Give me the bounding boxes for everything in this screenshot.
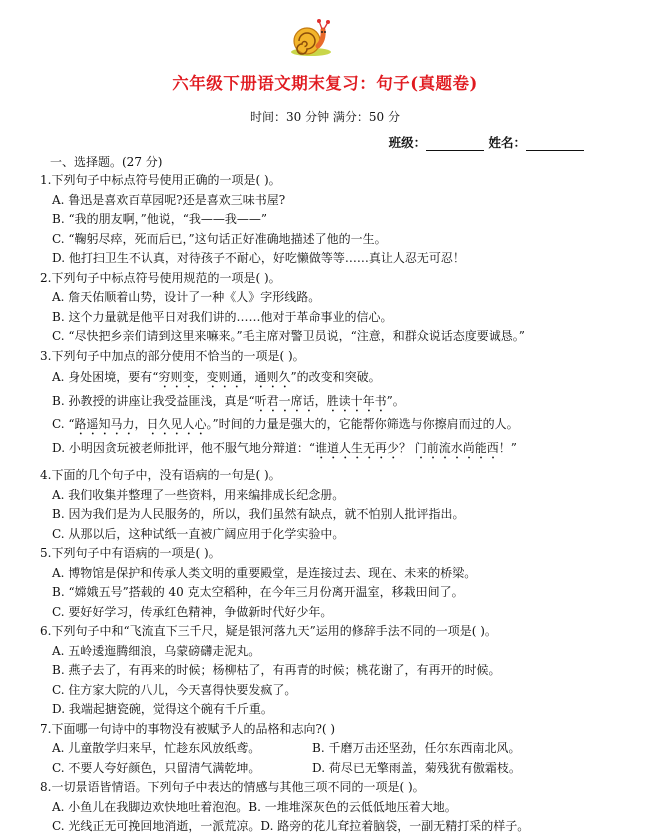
section-heading: 一、选择题。(27 分) [50, 155, 163, 169]
option-2b: B. 这个力量就是他平日对我们讲的……他对于革命事业的信心。 [52, 309, 393, 324]
option-3a: A. 身处困境，要有“穷则变，变则通，通则久”的改变和突破。 [52, 370, 381, 384]
question-3: 3.下列句子中加点的部分使用不恰当的一项是( )。 [40, 348, 305, 363]
option-3c: C. “路遥知马力，日久见人心。”时间的力量是强大的，它能帮你筛选与你擦肩而过的人。 [52, 417, 519, 431]
option-7a: A. 儿童散学归来早，忙趁东风放纸鸢。 [52, 741, 261, 755]
dotted-phrase: 听君一席话，胜读十年书 [254, 393, 387, 408]
option-1b: B. “我的朋友啊，”他说，“我——我——” [52, 212, 267, 226]
class-blank[interactable] [426, 150, 484, 151]
question-list [40, 153, 640, 837]
question-5: 5.下列句子中有语病的一项是( )。 [40, 546, 221, 560]
option-3d: D. 小明因贪玩被老师批评，他不服气地分辩道：“谁道人生无再少？ 门前流水尚能西！” [52, 440, 517, 455]
question-7: 7.下面哪一句诗中的事物没有被赋予人的品格和志向?( ) [40, 721, 336, 736]
name-label: 姓名： [488, 135, 526, 150]
option-4b: B. 因为我们是为人民服务的，所以，我们虽然有缺点，就不怕别人批评指出。 [52, 507, 465, 521]
dotted-phrase: 穷则变，变则通，通则久 [158, 370, 291, 384]
class-label: 班级： [388, 135, 427, 150]
option-7b: B. 千磨万击还坚劲，任尔东西南北风。 [312, 741, 521, 755]
options-7ab [40, 739, 640, 759]
option-1d: D. 他打扫卫生不认真，对待孩子不耐心，好吃懒做等等……真让人忍无可忍！ [52, 251, 465, 265]
option-5b: B. “嫦娥五号”搭载的 40 克太空稻种，在今年三月份离开温室，移栽田间了。 [52, 585, 464, 599]
option-4a: A. 我们收集并整理了一些资料，用来编排成长纪念册。 [52, 487, 345, 502]
dotted-phrase: 路遥知马力，日久见人心 [74, 417, 207, 431]
option-7d: D. 荷尽已无擎雨盖，菊残犹有傲霜枝。 [312, 760, 521, 775]
question-1: 1.下列句子中标点符号使用正确的一项是( )。 [40, 173, 281, 187]
option-4c: C. 从那以后，这种试纸一直被广阔应用于化学实验中。 [52, 526, 345, 541]
option-5a: A. 博物馆是保护和传承人类文明的重要殿堂，是连接过去、现在、未来的桥梁。 [52, 565, 477, 580]
option-7c: C. 不要人夸好颜色，只留清气满乾坤。 [52, 760, 261, 775]
question-2: 2.下列句子中标点符号使用规范的一项是( )。 [40, 270, 281, 285]
option-5c: C. 要好好学习，传承红色精神，争做新时代好少年。 [52, 604, 333, 619]
page-title: 六年级下册语文期末复习：句子(真题卷) [172, 74, 478, 93]
option-2a: A. 詹天佑顺着山势，设计了一种《人》字形线路。 [52, 290, 321, 304]
question-4: 4.下面的几个句子中，没有语病的一句是( )。 [40, 468, 281, 482]
option-1c: C. “鞠躬尽瘁，死而后已，”这句话正好准确地描述了他的一生。 [52, 231, 387, 246]
class-name-line [389, 133, 584, 151]
exam-meta: 时间：30 分钟 满分：50 分 [250, 110, 400, 124]
question-8: 8.一切景语皆情语。下列句子中表达的情感与其他三项不同的一项是( )。 [40, 780, 425, 794]
option-6c: C. 住方家大院的八儿，今天喜得快要发疯了。 [52, 682, 297, 697]
option-6a: A. 五岭逶迤腾细浪，乌蒙磅礴走泥丸。 [52, 643, 261, 658]
option-6b: B. 燕子去了，有再来的时候；杨柳枯了，有再青的时候；桃花谢了，有再开的时候。 [52, 663, 501, 677]
options-8ab: A. 小鱼儿在我脚边欢快地吐着泡泡。B. 一堆堆深灰色的云低低地压着大地。 [52, 799, 457, 814]
options-7cd [40, 759, 640, 779]
options-8cd: C. 光线正无可挽回地消逝，一派荒凉。D. 路旁的花儿耷拉着脑袋，一副无精打采的样子。 [52, 819, 530, 833]
option-1a: A. 鲁迅是喜欢百草园呢?还是喜欢三味书屋? [52, 192, 286, 207]
snail-logo-icon [287, 18, 335, 58]
question-6: 6.下列句子中和“飞流直下三千尺，疑是银河落九天”运用的修辞手法不同的一项是( )。 [40, 624, 497, 638]
option-3b: B. 孙教授的讲座让我受益匪浅，真是“听君一席话，胜读十年书”。 [52, 393, 405, 408]
name-blank[interactable] [526, 150, 584, 151]
dotted-phrase: 谁道人生无再少？ 门前流水尚能西 [314, 440, 499, 455]
option-2c: C. “尽快把乡亲们请到这里来嘛来。”毛主席对警卫员说，“注意，和群众说话态度要诚恳。” [52, 329, 525, 343]
option-6d: D. 我端起搪瓷碗，觉得这个碗有千斤重。 [52, 702, 273, 716]
